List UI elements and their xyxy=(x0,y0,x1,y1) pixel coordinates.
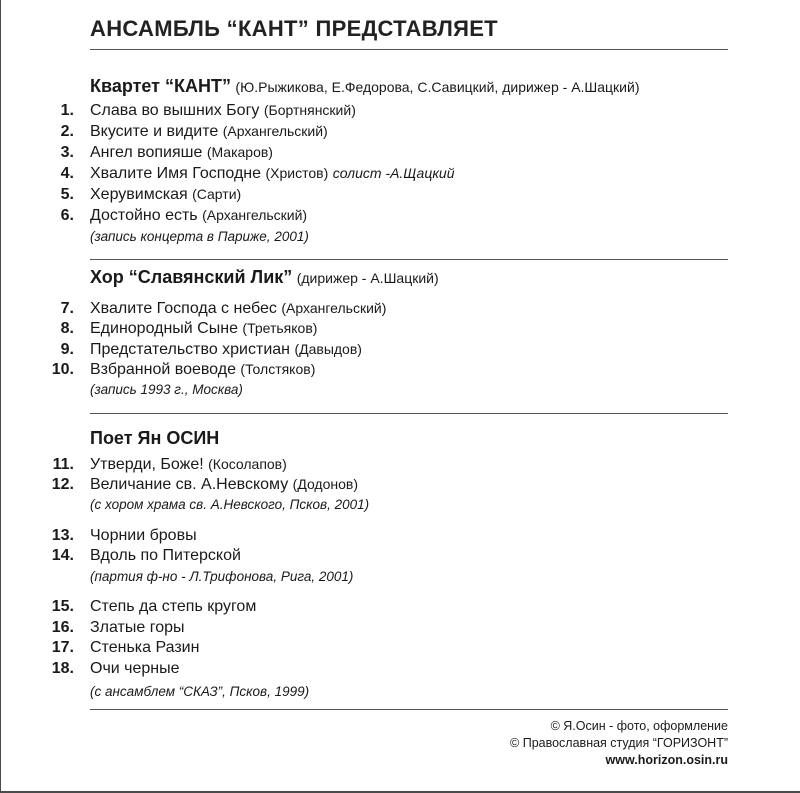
track-title: Единородный Сыне xyxy=(90,320,238,337)
recording-note: (партия ф-но - Л.Трифонова, Рига, 2001) xyxy=(90,569,354,584)
divider xyxy=(90,413,728,414)
track-composer: (Давыдов) xyxy=(294,341,362,357)
section-name: Квартет “КАНТ” xyxy=(90,76,231,96)
track-composer: (Сарти) xyxy=(192,186,242,202)
track-title: Вдоль по Питерской xyxy=(90,547,241,564)
track-number: 15. xyxy=(51,598,74,615)
track-row xyxy=(40,547,241,567)
track-number: 17. xyxy=(51,639,74,656)
track-number: 3. xyxy=(60,144,74,161)
section-name: Поет Ян ОСИН xyxy=(90,428,220,448)
track-number: 2. xyxy=(60,123,74,140)
track-title: Златые горы xyxy=(90,619,185,636)
track-row xyxy=(40,527,197,547)
track-composer: (Третьяков) xyxy=(242,320,318,336)
track-row xyxy=(40,144,273,164)
section-heading-yan-osin xyxy=(90,428,219,449)
track-title: Предстательство христиан xyxy=(90,341,290,358)
track-row xyxy=(40,639,200,659)
recording-note: (запись 1993 г., Москва) xyxy=(90,382,243,397)
divider xyxy=(90,709,728,710)
track-number: 7. xyxy=(60,300,74,317)
track-row xyxy=(40,320,318,340)
track-number: 14. xyxy=(51,547,74,564)
track-composer: (Христов) xyxy=(265,165,329,181)
section-name: Хор “Славянский Лик” xyxy=(90,267,293,287)
track-number: 12. xyxy=(51,476,74,493)
track-title: Очи черные xyxy=(90,660,180,677)
track-title: Взбранной воеводе xyxy=(90,361,236,378)
track-number: 6. xyxy=(60,207,74,224)
track-title: Хвалите Господа с небес xyxy=(90,300,277,317)
track-number: 4. xyxy=(60,165,74,182)
section-heading-kant-quartet xyxy=(90,76,639,97)
recording-note: (с хором храма св. А.Невского, Псков, 2001) xyxy=(90,497,370,512)
section-info: (Ю.Рыжикова, Е.Федорова, С.Савицкий, дирижер - А.Шацкий) xyxy=(235,79,640,95)
track-row xyxy=(40,207,308,227)
recording-note: (с ансамблем “СКАЗ”, Псков, 1999) xyxy=(90,684,310,699)
track-number: 1. xyxy=(60,102,74,119)
photo-credit: © Я.Осин - фото, оформление xyxy=(550,719,728,733)
track-row xyxy=(40,660,180,680)
section-info: (дирижер - А.Шацкий) xyxy=(296,270,439,286)
track-number: 13. xyxy=(51,527,74,544)
track-composer: (Архангельский) xyxy=(202,207,308,223)
track-number: 9. xyxy=(60,341,74,358)
track-composer: (Архангельский) xyxy=(222,123,328,139)
track-row xyxy=(40,165,455,185)
track-number: 11. xyxy=(52,456,74,473)
track-composer: (Толстяков) xyxy=(240,361,316,377)
track-title: Утверди, Боже! xyxy=(90,456,204,473)
page-title: АНСАМБЛЬ “КАНТ” ПРЕДСТАВЛЯЕТ xyxy=(90,16,498,41)
track-title: Чорнии бровы xyxy=(90,527,197,544)
track-composer: (Архангельский) xyxy=(281,300,387,316)
track-row xyxy=(40,123,328,143)
track-composer: (Косолапов) xyxy=(208,456,287,472)
track-title: Величание св. А.Невскому xyxy=(90,476,289,493)
track-row xyxy=(40,476,359,496)
track-title: Степь да степь кругом xyxy=(90,598,257,615)
track-row xyxy=(40,598,257,618)
track-composer: (Додонов) xyxy=(292,476,359,492)
track-row xyxy=(40,619,185,639)
track-composer: (Бортнянский) xyxy=(263,102,356,118)
section-heading-slavic-choir xyxy=(90,267,439,288)
recording-note: (запись концерта в Париже, 2001) xyxy=(90,229,309,244)
track-title: Хвалите Имя Господне xyxy=(90,165,262,182)
page-border-left xyxy=(0,0,1,793)
track-number: 8. xyxy=(60,320,74,337)
studio-credit: © Православная студия “ГОРИЗОНТ” xyxy=(510,736,728,750)
track-title: Достойно есть xyxy=(90,207,198,224)
track-row xyxy=(40,102,356,122)
track-row xyxy=(40,361,316,381)
track-row xyxy=(40,186,242,206)
track-row xyxy=(40,456,287,476)
website-url: www.horizon.osin.ru xyxy=(605,753,728,767)
track-row xyxy=(40,341,362,361)
divider xyxy=(90,49,728,50)
track-number: 5. xyxy=(60,186,74,203)
credits xyxy=(510,718,728,769)
divider xyxy=(90,259,728,260)
track-row xyxy=(40,300,387,320)
track-title: Херувимская xyxy=(90,186,188,203)
track-composer: (Макаров) xyxy=(206,144,273,160)
track-soloist: солист -А.Щацкий xyxy=(332,165,455,181)
track-title: Стенька Разин xyxy=(90,639,200,656)
track-title: Ангел вопияше xyxy=(90,144,203,161)
track-title: Вкусите и видите xyxy=(90,123,219,140)
track-number: 10. xyxy=(51,361,74,378)
track-title: Слава во вышних Богу xyxy=(90,102,260,119)
track-number: 18. xyxy=(51,660,74,677)
track-number: 16. xyxy=(51,619,74,636)
